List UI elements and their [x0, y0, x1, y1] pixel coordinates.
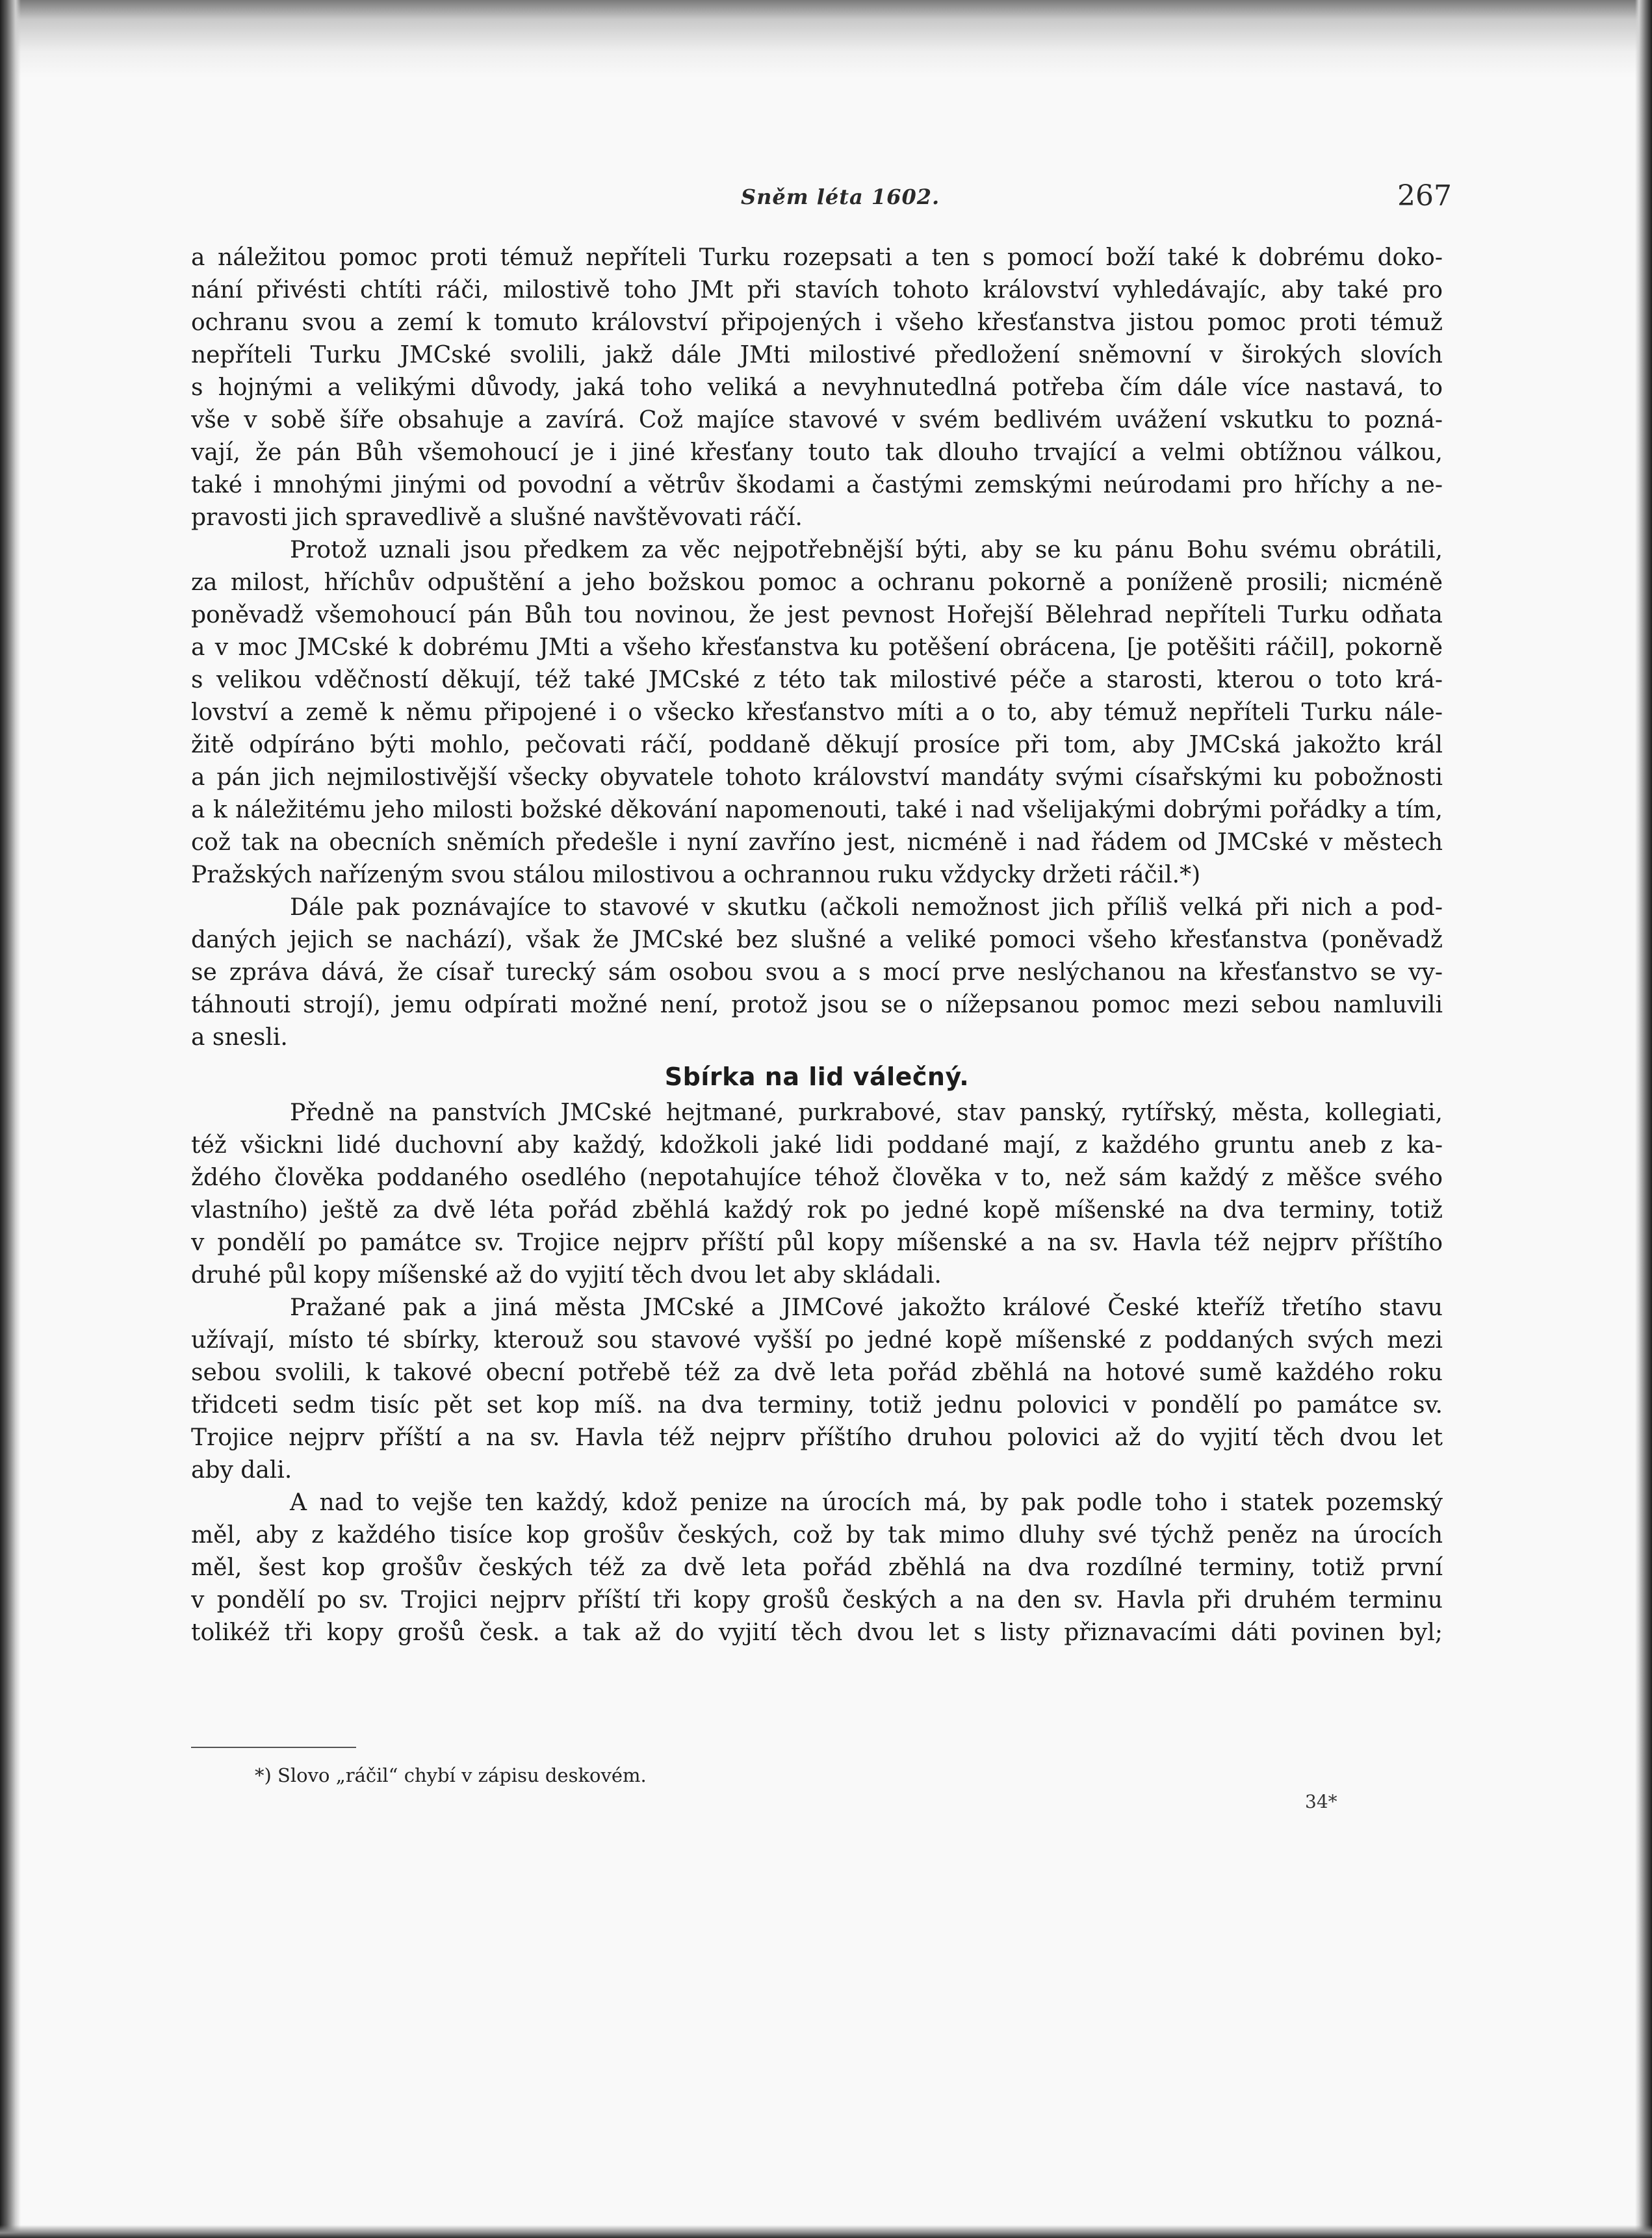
text-line: se zpráva dává, že císař turecký sám osobou svou a s mocí prve neslýchanou na křesťanstvo se vy- — [191, 959, 1443, 986]
text-line: měl, aby z každého tisíce kop grošův českých, což by tak mimo dluhy své týchž peněz na úrocích — [191, 1522, 1443, 1549]
text-line: a k náležitému jeho milosti božské děkování napomenouti, také i nad všelijakými dobrými pořádky a tím, — [191, 797, 1443, 823]
text-line: aby dali. — [191, 1457, 292, 1484]
text-line: což tak na obecních sněmích předešle i nyní zavříno jest, nicméně i nad řádem od JMCské v městech — [191, 829, 1443, 856]
text-line: ždého člověka poddaného osedlého (nepotahujíce téhož člověka v to, než sám každý z měšce svého — [191, 1164, 1443, 1191]
paragraph-3 — [191, 892, 1443, 1054]
scan-edge-left — [0, 0, 21, 2238]
section-heading: Sbírka na lid válečný. — [664, 1062, 970, 1091]
text-line: Dále pak poznávajíce to stavové v skutku (ačkoli nemožnost jich příliš velká při nich a pod- — [290, 894, 1443, 921]
text-line: daných jejich se nachází), však že JMCské bez slušné a veliké pomoci všeho křesťanstva (poněvadž — [191, 927, 1443, 953]
scan-edge-right — [1635, 0, 1652, 2238]
text-line: měl, šest kop grošův českých též za dvě leta pořád zběhlá na dva rozdílné terminy, totiž první — [191, 1554, 1443, 1581]
text-line: a snesli. — [191, 1024, 288, 1051]
paragraph-4 — [191, 1097, 1443, 1292]
running-title: Sněm léta 1602. — [741, 185, 940, 209]
paragraph-5 — [191, 1292, 1443, 1487]
text-line: vše v sobě šíře obsahuje a zavírá. Což majíce stavové v svém bedlivém uvážení vskutku to pozná- — [191, 407, 1443, 433]
signature-mark: 34* — [1305, 1791, 1337, 1812]
text-line: s hojnými a velikými důvody, jaká toho veliká a nevyhnutedlná potřeba čím dále více nastavá, to — [191, 374, 1443, 401]
text-line: v pondělí po sv. Trojici nejprv příští tři kopy grošů českých a na den sv. Havla při druhém terminu — [191, 1587, 1443, 1614]
text-line: tolikéž tři kopy grošů česk. a tak až do vyjití těch dvou let s listy přiznavacími dáti povinen byl; — [191, 1619, 1443, 1646]
text-line: nepříteli Turku JMCské svolili, jakž dále JMti milostivé předložení sněmovní v širokých slovích — [191, 342, 1443, 368]
text-line: lovství a země k němu připojené i o všecko křesťanstvo míti a o to, aby témuž nepříteli Turku nále- — [191, 699, 1443, 726]
text-line: Pražané pak a jiná města JMCské a JIMCové jakožto králové České kteříž třetího stavu — [290, 1294, 1443, 1321]
text-line: užívají, místo té sbírky, kterouž sou stavové vyšší po jedné kopě míšenské z poddaných svých mezi — [191, 1327, 1443, 1354]
scan-edge-top — [0, 0, 1652, 78]
text-line: a pán jich nejmilostivější všecky obyvatele tohoto království mandáty svými císařskými ku pobožnosti — [191, 764, 1443, 791]
text-line: a v moc JMCské k dobrému JMti a všeho křesťanstva ku potěšení obrácena, [je potěšiti ráčil], pokorně — [191, 634, 1443, 661]
page-number: 267 — [1397, 179, 1452, 212]
text-line: nání přivésti chtíti ráči, milostivě toho JMt při stavích tohoto království vyhledávajíc, aby také pro — [191, 277, 1443, 303]
footnote: *) Slovo „ráčil“ chybí v zápisu deskovém. — [255, 1764, 647, 1786]
text-line: Protož uznali jsou předkem za věc nejpotřebnější býti, aby se ku pánu Bohu svému obrátili, — [290, 537, 1443, 563]
text-line: v pondělí po památce sv. Trojice nejprv příští půl kopy míšenské a na sv. Havla též nejprv příštího — [191, 1229, 1443, 1256]
text-line: sebou svolili, k takové obecní potřebě též za dvě leta pořád zběhlá na hotové sumě každého roku — [191, 1359, 1443, 1386]
text-line: druhé půl kopy míšenské až do vyjití těch dvou let aby skládali. — [191, 1262, 942, 1289]
text-line: A nad to vejše ten každý, kdož penize na úrocích má, by pak podle toho i statek pozemský — [290, 1489, 1443, 1516]
text-line: Trojice nejprv příští a na sv. Havla též nejprv příštího druhou polovici až do vyjití těch dvou let — [191, 1424, 1443, 1451]
text-line: také i mnohými jinými od povodní a větrův škodami a častými zemskými neúrodami pro hříchy a ne- — [191, 472, 1443, 498]
text-line: a náležitou pomoc proti témuž nepříteli Turku rozepsati a ten s pomocí boží také k dobrému doko- — [191, 244, 1443, 271]
text-line: Pražských nařízeným svou stálou milostivou a ochrannou ruku vždycky držeti ráčil.*) — [191, 862, 1201, 888]
text-line: žitě odpíráno býti mohlo, pečovati ráčí, poddaně děkují prosíce při tom, aby JMCská jakožto král — [191, 732, 1443, 758]
text-line: ochranu svou a zemí k tomuto království připojených i všeho křesťanstva jistou pomoc proti témuž — [191, 309, 1443, 336]
main-text — [191, 242, 1443, 1649]
text-line: též všickni lidé duchovní aby každý, kdožkoli jaké lidi poddané mají, z každého gruntu aneb z ka- — [191, 1132, 1443, 1159]
text-line: poněvadž všemohoucí pán Bůh tou novinou, že jest pevnost Hořejší Bělehrad nepříteli Turku odňata — [191, 602, 1443, 628]
text-line: Předně na panstvích JMCské hejtmané, purkrabové, stav panský, rytířský, města, kollegiati, — [290, 1100, 1443, 1126]
text-line: vají, že pán Bůh všemohoucí je i jiné křesťany touto tak dlouho trvající a velmi obtížnou válkou, — [191, 439, 1443, 466]
paragraph-1 — [191, 242, 1443, 534]
text-line: třidceti sedm tisíc pět set kop míš. na dva terminy, totiž jednu polovici v pondělí po památce sv. — [191, 1392, 1443, 1419]
text-line: za milost, hříchův odpuštění a jeho božskou pomoc a ochranu pokorně a poníženě prosili; nicméně — [191, 569, 1443, 596]
text-line: s velikou vděčností děkují, též také JMCské z této tak milostivé péče a starosti, kterou o toto krá- — [191, 667, 1443, 693]
text-line: táhnouti strojí), jemu odpírati možné není, protož jsou se o nížepsanou pomoc mezi sebou namluvili — [191, 992, 1443, 1018]
text-line: pravosti jich spravedlivě a slušné navštěvovati ráčí. — [191, 504, 803, 531]
paragraph-6 — [191, 1487, 1443, 1649]
paragraph-2 — [191, 534, 1443, 892]
text-line: vlastního) ještě za dvě léta pořád zběhlá každý rok po jedné kopě míšenské na dva terminy, totiž — [191, 1197, 1443, 1224]
scan-edge-bottom — [0, 2225, 1652, 2238]
footnote-divider — [191, 1747, 356, 1748]
